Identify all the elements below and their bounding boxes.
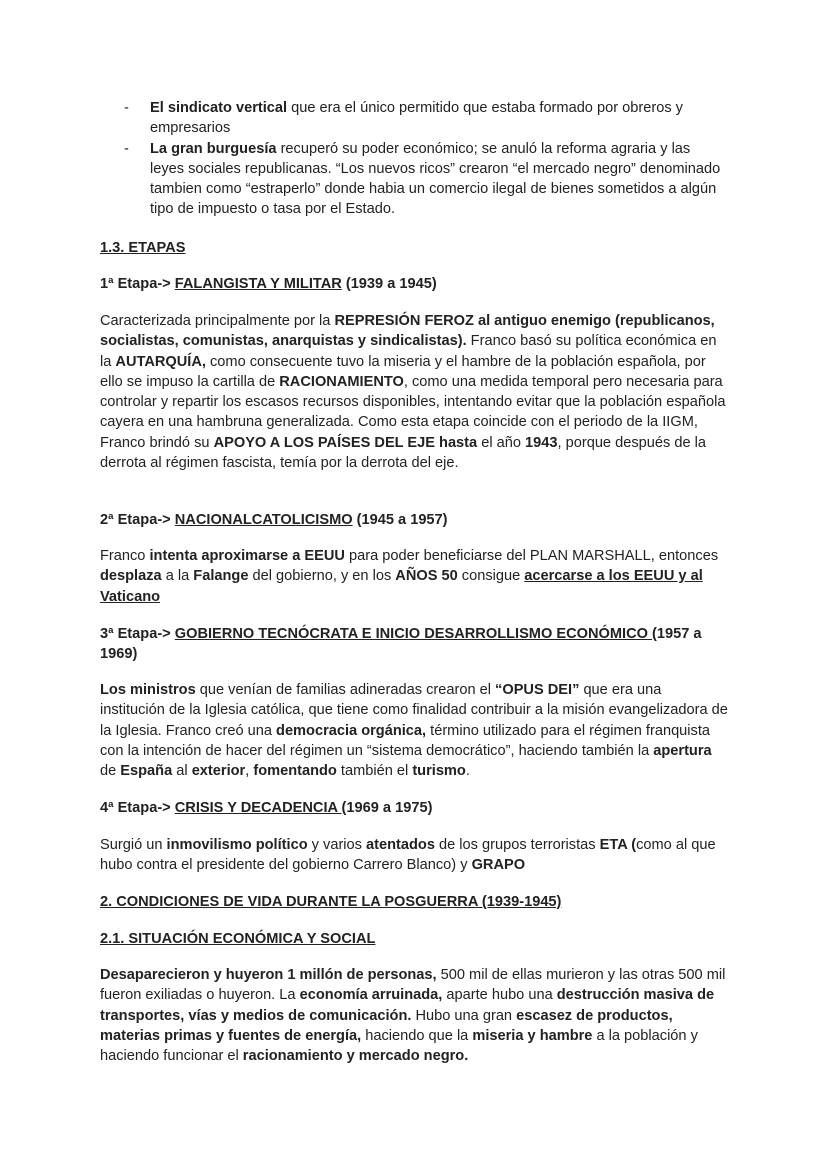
body-text: el año (477, 434, 526, 451)
body-text: Franco (100, 548, 150, 564)
etapa-years: (1939 a 1945) (341, 276, 437, 292)
body-text: haciendo que la (361, 1027, 473, 1044)
body-text: también el (336, 763, 413, 780)
body-text: , porque después de la derrota al régimen fascista, temía por la derrota del eje. (100, 434, 706, 472)
bold-term: ETA ( (599, 837, 637, 853)
bold-term: desplaza (100, 568, 162, 585)
bold-term: REPRESIÓN FEROZ al antiguo enemigo (republicanos, socialistas, comunistas, anarquistas y sindicalistas). (100, 313, 715, 350)
etapa-prefix: 3ª Etapa-> (100, 626, 175, 642)
body-text: aparte hubo una (442, 987, 557, 1004)
section-heading-etapas (100, 238, 728, 258)
bold-term: El sindicato vertical (150, 100, 288, 116)
bold-term: exterior (191, 763, 246, 780)
bold-term: Desaparecieron y huyeron 1 millón de personas, (100, 967, 437, 983)
section-heading-situacion (100, 929, 728, 949)
bold-term: 1943 (525, 434, 558, 451)
list-item (100, 139, 728, 220)
etapa-years: (1957 a 1969) (100, 626, 702, 663)
heading-text: 2.1. SITUACIÓN ECONÓMICA Y SOCIAL (100, 931, 376, 947)
bold-term: turismo (412, 763, 466, 780)
bold-term: Falange (193, 568, 249, 585)
bold-term: APOYO A LOS PAÍSES DEL EJE hasta (213, 434, 478, 451)
bullet-dash: - (124, 100, 129, 116)
situacion-paragraph (100, 965, 728, 1066)
body-text: , como una medida temporal pero necesaria para controlar y repartir los escasos recursos disponibles, intentando evitar que la población española cayera en una hambruna generalizada. Como esta etapa coincide con el periodo de la IIGM, Franco brindó su (100, 373, 726, 451)
etapa-title: NACIONALCATOLICISMO (174, 512, 353, 528)
etapa-4-paragraph (100, 835, 728, 876)
etapa-years: (1969 a 1975) (341, 800, 433, 816)
bold-term: fomentando (253, 763, 337, 780)
bullet-dash: - (124, 140, 129, 157)
bullet-list (100, 98, 728, 220)
body-text: y varios (307, 837, 367, 853)
body-text: consigue (457, 568, 525, 585)
etapa-title: CRISIS Y DECADENCIA (174, 800, 342, 816)
body-text: de los grupos terroristas (434, 837, 600, 853)
bold-term: destrucción masiva de transportes, vías y medios de comunicación. (100, 987, 715, 1024)
body-text: Surgió un (100, 837, 167, 853)
body-text: que era el único permitido que estaba formado por obreros y empresarios (150, 100, 683, 137)
body-text: que era una institución de la Iglesia católica, que tiene como finalidad contribuir a la misión evangelizadora de la Iglesia. Franco creó una (100, 682, 728, 739)
bold-term: La gran burguesía (150, 140, 277, 157)
bold-term: “OPUS DEI” (495, 682, 580, 698)
body-text: del gobierno, y en los (248, 568, 396, 585)
body-text: a la población y haciendo funcionar el (100, 1027, 698, 1065)
bold-term: atentados (366, 837, 435, 853)
etapa-2-paragraph (100, 546, 728, 607)
bold-term: GRAPO (471, 857, 526, 874)
bold-term: inmovilismo político (166, 837, 308, 853)
bold-term: AÑOS 50 (395, 568, 458, 585)
body-text: de (100, 763, 121, 780)
bold-term: RACIONAMIENTO (279, 373, 404, 390)
etapa-2-heading (100, 510, 728, 530)
bold-term: Los ministros (100, 682, 196, 698)
bold-term: miseria y hambre (472, 1027, 593, 1044)
etapa-1-heading (100, 274, 728, 294)
etapa-years: (1945 a 1957) (352, 512, 448, 528)
body-text: que venían de familias adineradas crearon el (195, 682, 496, 698)
etapa-4-heading (100, 798, 728, 818)
body-text: para poder beneficiarse del PLAN MARSHALL, entonces (344, 548, 719, 564)
body-text: término utilizado para el régimen franquista con la intención de hacer del régimen un “sistema democrático”, haciendo también la (100, 722, 711, 759)
body-text: Franco basó su política económica en la (100, 333, 717, 370)
bold-term: apertura (653, 742, 712, 759)
etapa-prefix: 2ª Etapa-> (100, 512, 175, 528)
body-text: a la (161, 568, 194, 585)
bold-term: España (120, 763, 173, 780)
bold-term: intenta aproximarse a EEUU (149, 548, 345, 564)
body-text: como consecuente tuvo la miseria y el hambre de la población española, por ello se impuso la cartilla de (100, 353, 706, 390)
etapa-title: FALANGISTA Y MILITAR (174, 276, 342, 292)
body-text: . (465, 763, 470, 780)
bold-term: economía arruinada, (299, 987, 443, 1004)
etapa-3-paragraph (100, 680, 728, 781)
heading-text: 2. CONDICIONES DE VIDA DURANTE LA POSGUERRA (1939-1945) (100, 894, 562, 910)
section-heading-condiciones (100, 892, 728, 912)
body-text: como al que hubo contra el presidente del gobierno Carrero Blanco) y (100, 837, 716, 874)
bold-term: escasez de productos, materias primas y fuentes de energía, (100, 1007, 673, 1044)
body-text: 500 mil de ellas murieron y las otras 500 mil fueron exiliadas o huyeron. La (100, 967, 726, 1004)
bold-term: AUTARQUÍA, (115, 353, 206, 370)
etapa-title: GOBIERNO TECNÓCRATA E INICIO DESARROLLISMO ECONÓMICO (174, 626, 653, 642)
body-text: Hubo una gran (411, 1007, 517, 1024)
body-text: , (245, 763, 254, 780)
body-text: Caracterizada principalmente por la (100, 313, 335, 329)
heading-text: 1.3. ETAPAS (100, 240, 186, 256)
etapa-1-paragraph (100, 311, 728, 473)
bold-underlined-term: acercarse a los EEUU y al Vaticano (100, 568, 703, 605)
etapa-3-heading (100, 624, 728, 665)
etapa-prefix: 1ª Etapa-> (100, 276, 175, 292)
bold-term: democracia orgánica, (276, 722, 427, 739)
bold-term: racionamiento y mercado negro. (242, 1048, 469, 1065)
etapa-prefix: 4ª Etapa-> (100, 800, 175, 816)
body-text: al (172, 763, 192, 780)
list-item (100, 98, 728, 139)
body-text: recuperó su poder económico; se anuló la reforma agraria y las leyes sociales republicanas. “Los nuevos ricos” crearon “el mercado negro” denominado tambien como “estraperlo” donde habia un comercio ilegal de bienes sometidos a algún tipo de impuesto o tasa por el Estado. (150, 140, 721, 218)
